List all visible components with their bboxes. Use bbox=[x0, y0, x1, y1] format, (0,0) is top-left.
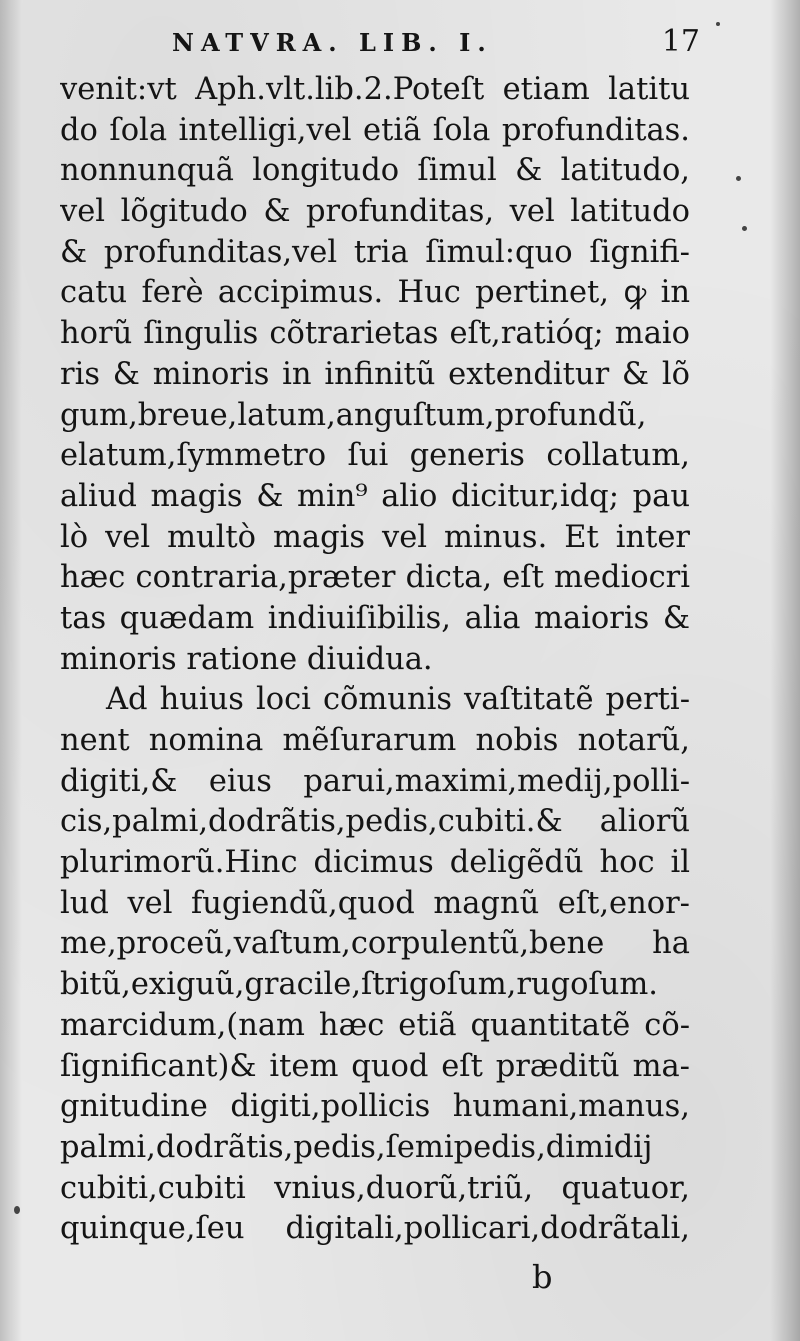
text-line: me,proceũ,vaſtum,corpulentũ,bene ha bbox=[60, 926, 690, 962]
text-line: aliud magis & min⁹ alio dicitur,idq; pau bbox=[60, 478, 690, 514]
text-line: do ſola intelligi,vel etiã ſola profunditas. bbox=[60, 112, 690, 148]
text-line: cis,palmi,dodrãtis,pedis,cubiti.& aliorũ bbox=[60, 804, 690, 840]
text-line: gnitudine digiti,pollicis humani,manus, bbox=[60, 1089, 690, 1125]
text-line: nonnunquã longitudo ſimul & latitudo, bbox=[60, 153, 690, 189]
text-line: catu ferè accipimus. Huc pertinet, ꝙ in bbox=[60, 275, 690, 311]
text-block bbox=[60, 70, 690, 1250]
text-line: lud vel fugiendũ,quod magnũ eſt,enor- bbox=[60, 885, 690, 921]
text-line: ris & minoris in infinitũ extenditur & lõ bbox=[60, 356, 690, 392]
text-line: hæc contraria,præter dicta, eſt mediocri bbox=[60, 560, 690, 596]
ink-speck bbox=[736, 176, 741, 181]
text-line: & profunditas,vel tria ſimul:quo ſignifi- bbox=[60, 234, 690, 270]
page-header bbox=[60, 22, 700, 62]
paragraph-first-line: Ad huius loci cõmunis vaſtitatẽ perti- bbox=[106, 682, 690, 718]
text-line: horũ ſingulis cõtrarietas eſt,ratióq; maio bbox=[60, 316, 690, 352]
page-number: 17 bbox=[661, 24, 700, 59]
text-line: vel lõgitudo & profunditas, vel latitudo bbox=[60, 194, 690, 230]
text-line: elatum,ſymmetro ſui generis collatum, bbox=[60, 438, 690, 474]
ink-speck bbox=[716, 22, 720, 26]
paragraph-end-line: minoris ratione diuidua. bbox=[60, 641, 433, 677]
ink-speck bbox=[742, 226, 747, 231]
text-line: plurimorũ.Hinc dicimus deligẽdũ hoc il bbox=[60, 845, 690, 881]
ink-speck bbox=[14, 1206, 20, 1214]
text-line: ſignificant)& item quod eſt præditũ ma- bbox=[60, 1048, 690, 1084]
text-line: quinque,ſeu digitali,pollicari,dodrãtali, bbox=[60, 1211, 690, 1247]
text-line: marcidum,(nam hæc etiã quantitatẽ cõ- bbox=[60, 1007, 690, 1043]
text-line: palmi,dodrãtis,pedis,ſemipedis,dimidij bbox=[60, 1129, 653, 1165]
text-line: gum,breue,latum,anguſtum,profundũ, bbox=[60, 397, 647, 433]
text-line: nent nomina mẽſurarum nobis notarũ, bbox=[60, 723, 690, 758]
text-line: bitũ,exiguũ,gracile,ſtrigoſum,rugoſum. bbox=[60, 967, 658, 1003]
text-line: tas quædam indiuiſibilis, alia maioris & bbox=[60, 600, 690, 636]
text-line: venit:vt Aph.vlt.lib.2.Poteſt etiam latitu bbox=[60, 72, 690, 107]
text-line: cubiti,cubiti vnius,duorũ,triũ, quatuor, bbox=[60, 1170, 690, 1206]
text-line: lò vel multò magis vel minus. Et inter bbox=[60, 519, 690, 555]
running-head: NATVRA. LIB. I. bbox=[172, 28, 493, 57]
text-line: digiti,& eius parui,maximi,medij,polli- bbox=[60, 763, 690, 799]
catchword: b bbox=[532, 1258, 553, 1296]
